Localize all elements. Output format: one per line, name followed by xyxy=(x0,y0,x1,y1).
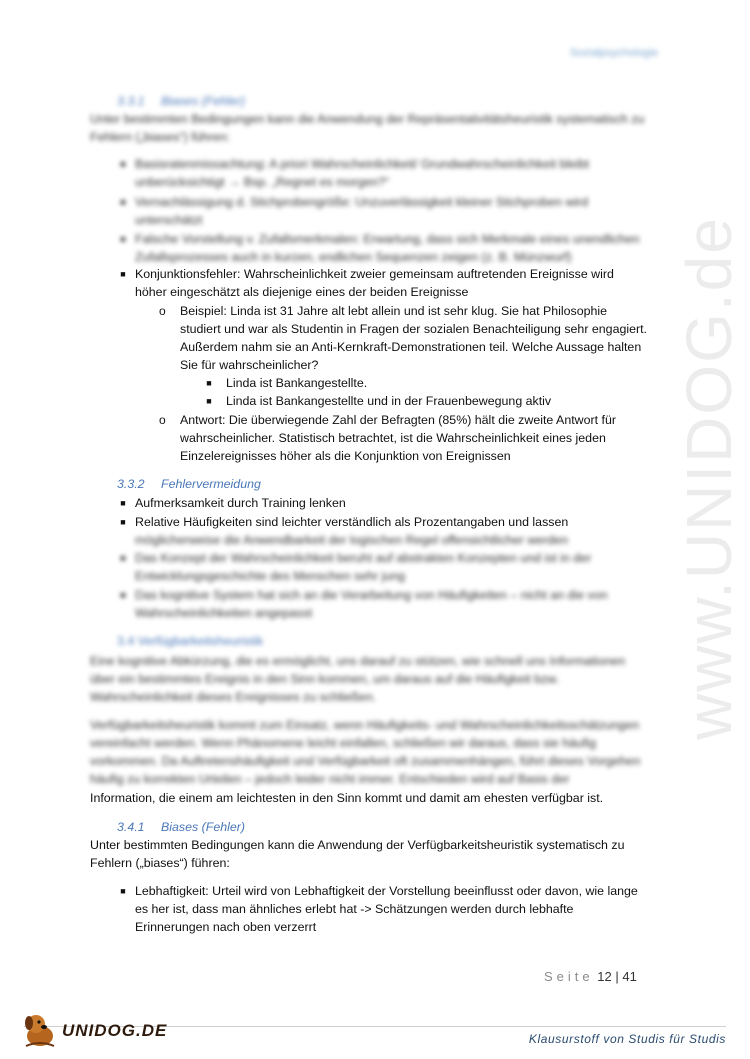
bullet-haeufigkeiten-line2: möglicherweise die Anwendbarkeit der logischen Regel offensichtlicher werden xyxy=(135,533,569,547)
heading-title: Biases (Fehler) xyxy=(161,94,246,108)
logo-text: UNIDOG.DE xyxy=(62,1021,168,1040)
bullet-square-icon: ■ xyxy=(120,159,126,169)
unidog-logo xyxy=(22,1010,168,1050)
example-option1: Linda ist Bankangestellte. xyxy=(226,376,368,390)
answer-line3: Einzelereignisses höher als die Konjunktion von Ereignissen xyxy=(180,449,511,463)
example-line1: Beispiel: Linda ist 31 Jahre alt lebt allein und ist sehr klug. Sie hat Philosophie xyxy=(180,304,608,318)
bullet-square-icon: ■ xyxy=(120,197,126,207)
footer-tagline: Klausurstoff von Studis für Studis xyxy=(528,1032,726,1046)
heading-number: 3.4.1 xyxy=(117,820,145,834)
bullet-square-icon: ■ xyxy=(120,517,126,527)
paragraph-341-intro-line1: Unter bestimmten Bedingungen kann die Anwendung der Verfügbarkeitsheuristik systematisch zu xyxy=(90,838,625,852)
header-section-title: Sozialpsychologie xyxy=(569,47,658,59)
heading-3-3-1 xyxy=(117,92,245,110)
bullet-square-icon: ■ xyxy=(206,378,212,388)
bullet-square-icon: ■ xyxy=(120,234,126,244)
bullet-circle-icon: o xyxy=(159,304,166,318)
bullet-square-icon: ■ xyxy=(120,886,126,896)
bullet-konzept: Das Konzept der Wahrscheinlichkeit beruht auf abstrakten Konzepten und ist in der Entwicklungsgeschichte des Menschen sehr jung xyxy=(135,551,592,583)
paragraph-verfuegbarkeit-2: Verfügbarkeitsheuristik kommt zum Einsatz, wenn Häufigkeits- und Wahrscheinlichkeitsschätzungen vereinfacht werden. Wenn Phänomene leicht einfallen, schließen wir daraus, dass sie häufig vorkommen. Da Auftretenshäufigkeit und Verfügbarkeit oft zusammenhängen, führt dieses Vorgehen häufig zu korrekten Urteilen – jedoch leider nicht immer. Entschieden wird auf Basis der xyxy=(90,718,641,786)
page-number xyxy=(544,968,637,986)
paragraph-verfuegbarkeit-1: Eine kognitive Abkürzung, die es ermöglicht, uns darauf zu stützen, wie schnell uns Informationen über ein bestimmtes Ereignis in den Sinn kommen, um daraus auf die Häufigkeit bzw. Wahrscheinlichkeit dieses Ereignisses zu schließen. xyxy=(90,654,626,704)
page-total: 41 xyxy=(622,969,637,984)
bullet-konjunktion-line1: Konjunktionsfehler: Wahrscheinlichkeit zweier gemeinsam auftretenden Ereignisse wird xyxy=(135,267,614,281)
watermark: www.UNIDOG.de xyxy=(673,216,745,740)
heading-title: Fehlervermeidung xyxy=(161,477,261,491)
page-label: Seite xyxy=(544,969,594,984)
bullet-training: Aufmerksamkeit durch Training lenken xyxy=(135,496,346,510)
answer-line1: Antwort: Die überwiegende Zahl der Befragten (85%) hält die zweite Antwort für xyxy=(180,413,616,427)
bullet-square-icon: ■ xyxy=(120,269,126,279)
example-option2: Linda ist Bankangestellte und in der Frauenbewegung aktiv xyxy=(226,394,552,408)
bullet-square-icon: ■ xyxy=(120,498,126,508)
bullet-square-icon: ■ xyxy=(206,396,212,406)
paragraph-verfuegbarkeit-last: Information, die einem am leichtesten in den Sinn kommt und damit am ehesten verfügbar ist. xyxy=(90,791,604,805)
bullet-konjunktion-line2: höher eingeschätzt als diejenige eines der beiden Ereignisse xyxy=(135,285,469,299)
page-current: 12 xyxy=(597,969,612,984)
heading-3-3-2 xyxy=(117,475,261,493)
heading-3-4: 3.4 Verfügbarkeitsheuristik xyxy=(117,634,264,648)
bullet-kognitiv: Das kognitive System hat sich an die Verarbeitung von Häufigkeiten – nicht an die von Wahrscheinlichkeiten angepasst xyxy=(135,588,608,620)
page-separator: | xyxy=(615,969,619,984)
heading-number: 3.3.2 xyxy=(117,477,145,491)
bullet-lebhaftigkeit-line1: Lebhaftigkeit: Urteil wird von Lebhaftigkeit der Vorstellung beeinflusst oder davon, wie lange xyxy=(135,884,638,898)
bullet-lebhaftigkeit-line3: Erinnerungen nach oben verzerrt xyxy=(135,920,317,934)
example-line4: Sie für wahrscheinlicher? xyxy=(180,358,319,372)
bullet-haeufigkeiten-line1: Relative Häufigkeiten sind leichter verständlich als Prozentangaben und lassen xyxy=(135,515,569,529)
example-line2: studiert und war als Studentin in Fragen der sozialen Benachteiligung sehr engagiert. xyxy=(180,322,648,336)
bullet-circle-icon: o xyxy=(159,413,166,427)
bullet-stichprobe: Vernachlässigung d. Stichprobengröße: Unzuverlässigkeit kleiner Stichproben wird unterschätzt xyxy=(135,195,589,227)
heading-3-4-1 xyxy=(117,818,245,836)
bullet-square-icon: ■ xyxy=(120,553,126,563)
heading-title: Biases (Fehler) xyxy=(161,820,246,834)
paragraph-341-intro-line2: Fehlern („biases“) führen: xyxy=(90,856,230,870)
bullet-square-icon: ■ xyxy=(120,590,126,600)
paragraph-intro: Unter bestimmten Bedingungen kann die Anwendung der Repräsentativitätsheuristik systematisch zu Fehlern („biases“) führen: xyxy=(90,112,645,144)
bullet-zufall: Falsche Vorstellung v. Zufallsmerkmalen: Erwartung, dass sich Merkmale eines unendlichen Zufallsprozesses auch in kurzen, endlichen Sequenzen zeigen (z. B. Münzwurf) xyxy=(135,232,640,264)
bullet-basisrate: Basisratenmissachtung: A priori Wahrscheinlichkeit/ Grundwahrscheinlichkeit bleibt unberücksichtigt → Bsp. „Regnet es morgen?“ xyxy=(135,157,590,189)
bullet-lebhaftigkeit-line2: es her ist, dass man ähnliches erlebt hat -> Schätzungen werden durch lebhafte xyxy=(135,902,574,916)
example-line3: Außerdem nahm sie an Anti-Kernkraft-Demonstrationen teil. Welche Aussage halten xyxy=(180,340,642,354)
answer-line2: wahrscheinlicher. Statistisch betrachtet, ist die Wahrscheinlichkeit eines jeden xyxy=(180,431,606,445)
heading-number: 3.3.1 xyxy=(117,94,145,108)
